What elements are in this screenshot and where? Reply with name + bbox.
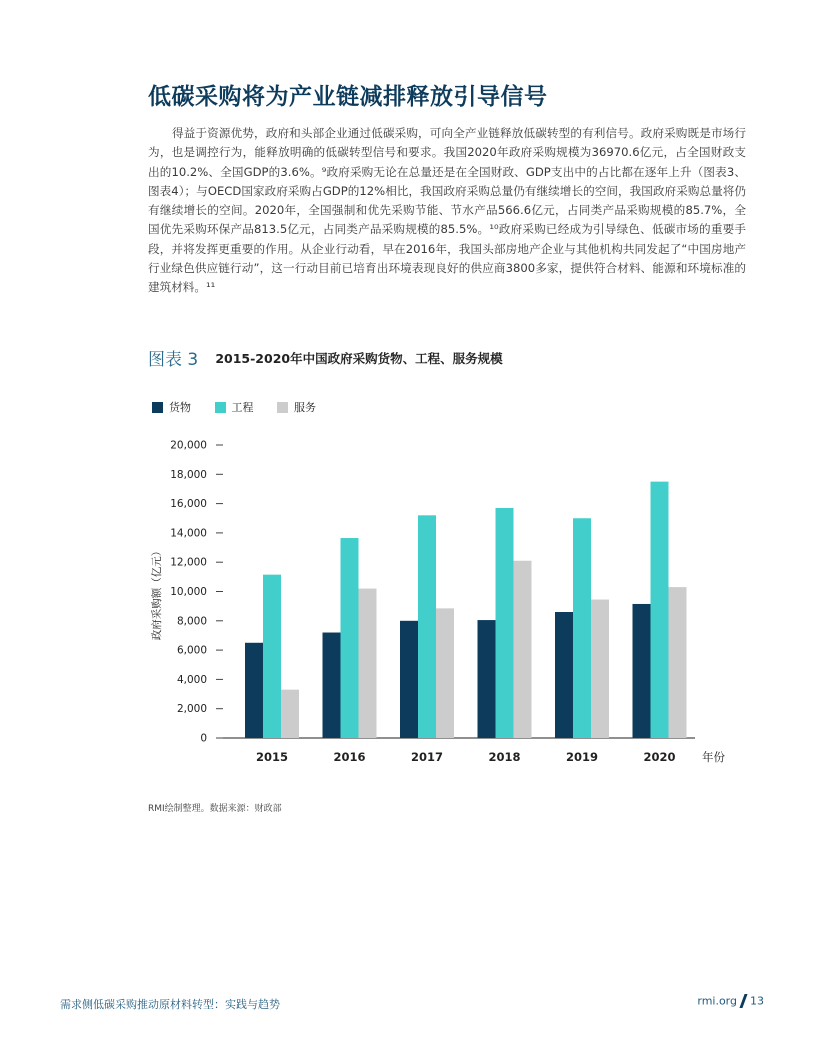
legend-label-goods: 货物	[169, 401, 191, 414]
bar-2017-2	[436, 608, 454, 738]
bar-2020-1	[651, 482, 669, 738]
x-tick-label: 2015	[255, 750, 289, 764]
y-axis-label: 政府采购额（亿元）	[151, 545, 163, 641]
legend-swatch-engineering	[215, 402, 226, 413]
legend-swatch-services	[277, 402, 288, 413]
y-tick-label: 14,000	[170, 527, 207, 540]
y-axis-ticks	[170, 440, 223, 745]
footer-site: rmi.org	[697, 994, 737, 1008]
bar-chart	[140, 430, 740, 780]
bar-2015-2	[281, 690, 299, 738]
y-tick-label: 8,000	[176, 615, 207, 628]
bar-2016-2	[359, 589, 377, 738]
page-title: 低碳采购将为产业链减排释放引导信号	[148, 84, 548, 110]
y-tick-label: 4,000	[176, 673, 207, 686]
bar-2019-0	[555, 612, 573, 738]
legend-item-engineering	[215, 399, 254, 415]
bar-2019-1	[573, 518, 591, 738]
bar-2018-2	[514, 561, 532, 738]
footer-report-title: 需求侧低碳采购推动原材料转型：实践与趋势	[60, 998, 280, 1011]
chart-legend	[152, 399, 336, 415]
y-tick-label: 0	[200, 732, 207, 745]
page-number: 13	[750, 994, 764, 1008]
bar-2015-0	[245, 643, 263, 738]
x-tick-label: 2019	[565, 750, 599, 764]
y-tick-label: 2,000	[176, 703, 207, 716]
bar-2020-2	[669, 587, 687, 738]
y-tick-label: 20,000	[170, 439, 207, 452]
body-paragraph: 得益于资源优势，政府和头部企业通过低碳采购，可向全产业链释放低碳转型的有利信号。政府采购既是市场行为，也是调控行为，能释放明确的低碳转型信号和要求。我国2020年政府采购规模为36970.6亿元，占全国财政支出的10.2%、全国GDP的3.6%。⁹政府采购无论在总量还是在全国财政、GDP支出中的占比都在逐年上升（图表3、图表4）；与OECD国家政府采购占GDP的12%相比，我国政府采购总量仍有继续增长的空间，我国政府采购总量将仍有继续增长的空间。2020年，全国强制和优先采购节能、节水产品566.6亿元，占同类产品采购规模的85.7%，全国优先采购环保产品813.5亿元，占同类产品采购规模的85.5%。¹⁰政府采购已经成为引导绿色、低碳市场的重要手段，并将发挥更重要的作用。从企业行动看，早在2016年，我国头部房地产企业与其他机构共同发起了“中国房地产行业绿色供应链行动”，这一行动目前已培育出环境表现良好的供应商3800多家，提供符合材料、能源和环境标准的建筑材料。¹¹	[148, 126, 746, 295]
bar-2018-0	[478, 620, 496, 738]
bar-2017-1	[418, 515, 436, 738]
y-tick-label: 18,000	[170, 468, 207, 481]
bars-group	[245, 482, 687, 738]
y-tick-label: 12,000	[170, 556, 207, 569]
bar-2015-1	[263, 575, 281, 738]
bar-2016-0	[323, 633, 341, 738]
x-tick-label: 2018	[488, 750, 521, 764]
legend-item-goods	[152, 399, 191, 415]
y-tick-label: 6,000	[176, 644, 207, 657]
bar-2020-0	[633, 604, 651, 738]
y-tick-label: 10,000	[170, 586, 207, 598]
x-tick-label: 2017	[410, 750, 444, 764]
legend-swatch-goods	[152, 402, 163, 413]
bar-2016-1	[341, 538, 359, 738]
source-note: RMI绘制整理。数据来源：财政部	[148, 804, 282, 814]
slash-icon	[739, 994, 747, 1008]
x-axis-label: 年份	[702, 750, 725, 764]
figure-header	[148, 345, 503, 373]
figure-label: 图表 3	[148, 350, 199, 370]
bar-2018-1	[496, 508, 514, 738]
footer-page-info	[697, 994, 764, 1008]
legend-label-services: 服务	[294, 401, 316, 414]
legend-item-services	[277, 399, 316, 415]
x-tick-label: 2016	[333, 750, 366, 764]
bar-2017-0	[400, 621, 418, 738]
y-tick-label: 16,000	[170, 498, 207, 511]
x-axis-ticks	[256, 750, 676, 764]
figure-title: 2015-2020年中国政府采购货物、工程、服务规模	[215, 350, 503, 366]
legend-label-engineering: 工程	[231, 401, 254, 414]
x-tick-label: 2020	[643, 750, 676, 764]
bar-2019-2	[591, 600, 609, 738]
